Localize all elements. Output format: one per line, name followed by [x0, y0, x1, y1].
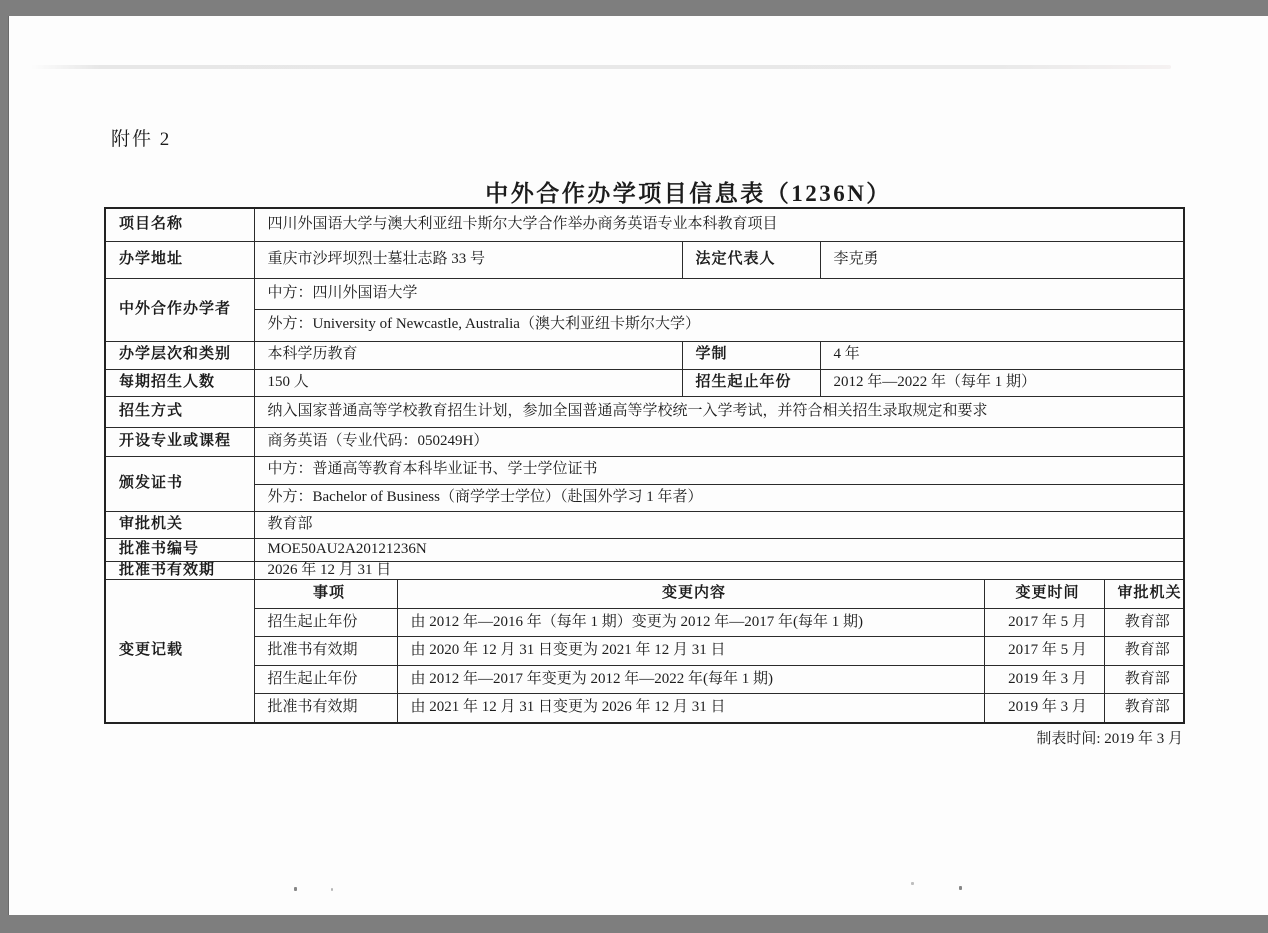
change-authority: 教育部 [1104, 636, 1184, 665]
level-value: 本科学历教育 [254, 341, 682, 369]
schooling-value: 4 年 [820, 341, 1184, 369]
intake-label: 每期招生人数 [105, 369, 254, 396]
scan-artifact-line [31, 65, 1171, 69]
changes-time-header: 变更时间 [984, 579, 1104, 608]
change-record-row [105, 636, 1184, 665]
partners-label: 中外合作办学者 [105, 278, 254, 341]
table-row [105, 341, 1184, 369]
admission-label: 招生方式 [105, 396, 254, 427]
attachment-label: 附件 2 [111, 129, 172, 150]
table-row [105, 309, 1184, 341]
authority-label: 审批机关 [105, 511, 254, 538]
table-row [105, 511, 1184, 538]
authority-value: 教育部 [254, 511, 1184, 538]
intake-value: 150 人 [254, 369, 682, 396]
legal-rep-value: 李克勇 [820, 241, 1184, 278]
page-title: 中外合作办学项目信息表（1236N） [485, 181, 892, 206]
change-item: 批准书有效期 [254, 693, 397, 723]
address-value: 重庆市沙坪坝烈士墓壮志路 33 号 [254, 241, 682, 278]
change-content: 由 2012 年—2017 年变更为 2012 年—2022 年(每年 1 期) [397, 665, 984, 693]
change-time: 2019 年 3 月 [984, 665, 1104, 693]
certificates-foreign-value: 外方：Bachelor of Business（商学学士学位）（赴国外学习 1 年者） [254, 484, 1184, 511]
table-row [105, 241, 1184, 278]
table-row [105, 538, 1184, 561]
project-name-value: 四川外国语大学与澳大利亚纽卡斯尔大学合作举办商务英语专业本科教育项目 [254, 208, 1184, 241]
change-authority: 教育部 [1104, 693, 1184, 723]
approval-no-label: 批准书编号 [105, 538, 254, 561]
level-label: 办学层次和类别 [105, 341, 254, 369]
changes-content-header: 变更内容 [397, 579, 984, 608]
admission-value: 纳入国家普通高等学校教育招生计划，参加全国普通高等学校统一入学考试，并符合相关招生录取规定和要求 [254, 396, 1184, 427]
table-row [105, 278, 1184, 309]
change-authority: 教育部 [1104, 608, 1184, 636]
scan-speck [959, 886, 962, 890]
change-item: 招生起止年份 [254, 608, 397, 636]
change-authority: 教育部 [1104, 665, 1184, 693]
table-row [105, 396, 1184, 427]
changes-header-row [105, 579, 1184, 608]
change-time: 2017 年 5 月 [984, 608, 1104, 636]
changes-authority-header: 审批机关 [1104, 579, 1184, 608]
change-time: 2017 年 5 月 [984, 636, 1104, 665]
change-record-row [105, 693, 1184, 723]
table-row [105, 484, 1184, 511]
schooling-label: 学制 [682, 341, 820, 369]
address-label: 办学地址 [105, 241, 254, 278]
document-page [8, 16, 1268, 915]
partners-chinese-value: 中方：四川外国语大学 [254, 278, 1184, 309]
table-row [105, 456, 1184, 484]
scan-speck [911, 882, 914, 885]
change-record-row [105, 665, 1184, 693]
legal-rep-label: 法定代表人 [682, 241, 820, 278]
scan-speck [294, 887, 297, 891]
table-date-note: 制表时间: 2019 年 3 月 [1036, 731, 1183, 747]
program-label: 开设专业或课程 [105, 427, 254, 456]
certificates-chinese-value: 中方：普通高等教育本科毕业证书、学士学位证书 [254, 456, 1184, 484]
changes-label: 变更记载 [105, 579, 254, 723]
change-content: 由 2020 年 12 月 31 日变更为 2021 年 12 月 31 日 [397, 636, 984, 665]
table-row [105, 561, 1184, 579]
validity-value: 2026 年 12 月 31 日 [254, 561, 1184, 579]
enroll-years-label: 招生起止年份 [682, 369, 820, 396]
certificates-label: 颁发证书 [105, 456, 254, 511]
table-row [105, 369, 1184, 396]
change-content: 由 2021 年 12 月 31 日变更为 2026 年 12 月 31 日 [397, 693, 984, 723]
change-item: 批准书有效期 [254, 636, 397, 665]
changes-item-header: 事项 [254, 579, 397, 608]
scan-speck [331, 888, 333, 891]
change-item: 招生起止年份 [254, 665, 397, 693]
table-row [105, 427, 1184, 456]
project-name-label: 项目名称 [105, 208, 254, 241]
change-content: 由 2012 年—2016 年（每年 1 期）变更为 2012 年—2017 年(每年 1 期) [397, 608, 984, 636]
partners-foreign-value: 外方：University of Newcastle, Australia（澳大利亚纽卡斯尔大学） [254, 309, 1184, 341]
approval-no-value: MOE50AU2A20121236N [254, 538, 1184, 561]
enroll-years-value: 2012 年—2022 年（每年 1 期） [820, 369, 1184, 396]
change-time: 2019 年 3 月 [984, 693, 1104, 723]
validity-label: 批准书有效期 [105, 561, 254, 579]
project-info-table [104, 207, 1185, 724]
table-row [105, 208, 1184, 241]
program-value: 商务英语（专业代码：050249H） [254, 427, 1184, 456]
change-record-row [105, 608, 1184, 636]
